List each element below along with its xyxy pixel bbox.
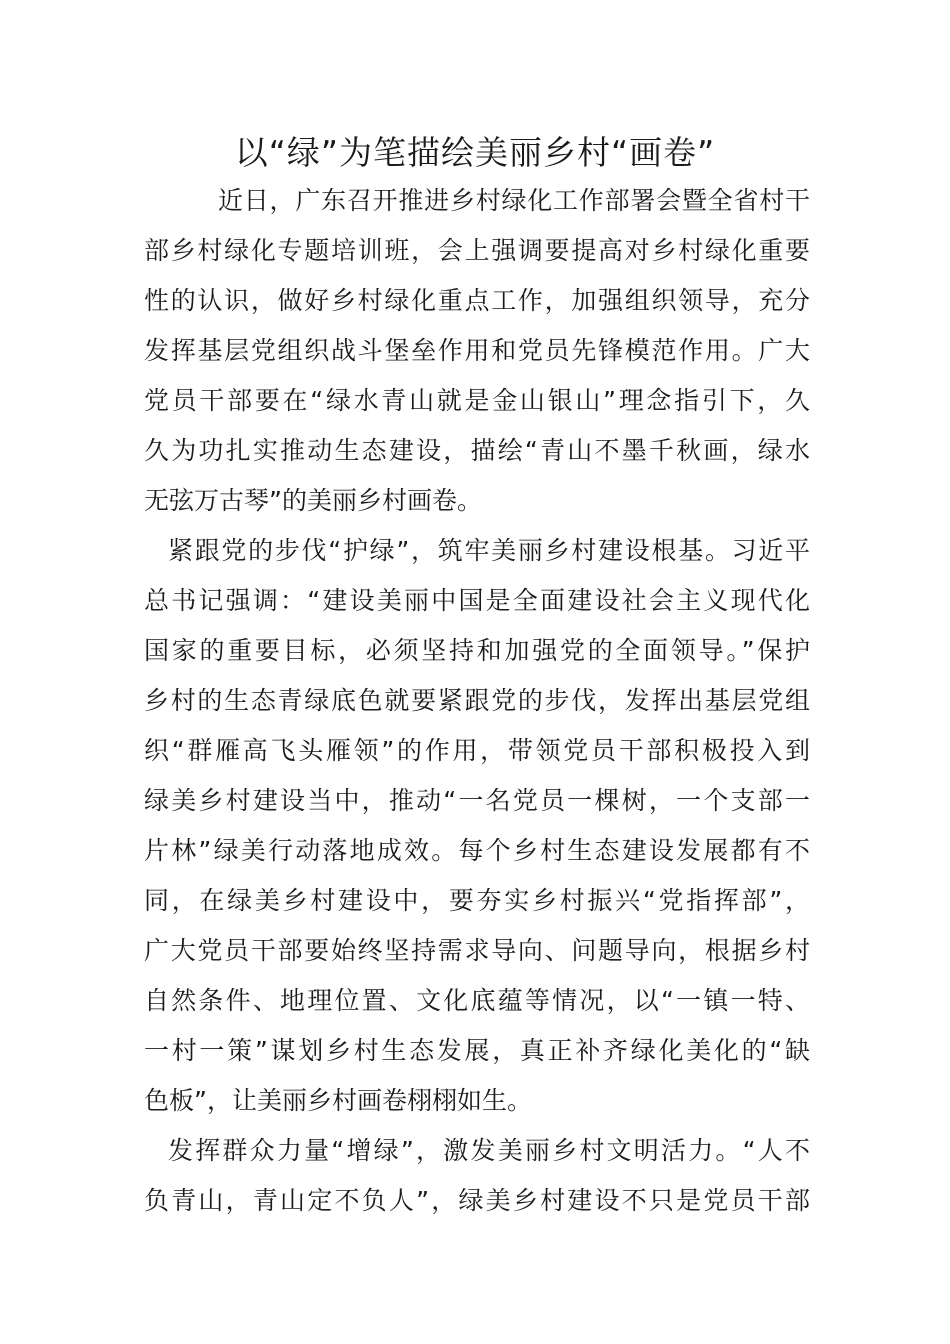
paragraph-2-line-2: 总书记强调：“建设美丽中国是全面建设社会主义现代化: [144, 586, 810, 615]
document-body: [144, 176, 810, 1226]
paragraph-1-line-3: 性的认识，做好乡村绿化重点工作，加强组织领导，充分: [144, 286, 810, 315]
paragraph-2-line-10: 自然条件、地理位置、文化底蕴等情况，以“一镇一特、: [144, 986, 810, 1015]
paragraph-1-line-5: 党员干部要在“绿水青山就是金山银山”理念指引下，久: [144, 386, 810, 415]
paragraph-1-line-1: 近日，广东召开推进乡村绿化工作部署会暨全省村干: [218, 186, 810, 215]
paragraph-2-line-7: 片林”绿美行动落地成效。每个乡村生态建设发展都有不: [144, 836, 810, 865]
paragraph-2-line-4: 乡村的生态青绿底色就要紧跟党的步伐，发挥出基层党组: [144, 686, 810, 715]
paragraph-2-line-9: 广大党员干部要始终坚持需求导向、问题导向，根据乡村: [144, 936, 810, 965]
paragraph-1-line-4: 发挥基层党组织战斗堡垒作用和党员先锋模范作用。广大: [144, 336, 810, 365]
paragraph-2-line-1: 紧跟党的步伐“护绿”，筑牢美丽乡村建设根基。习近平: [168, 536, 810, 565]
paragraph-1-line-6: 久为功扎实推动生态建设，描绘“青山不墨千秋画，绿水: [144, 436, 810, 465]
paragraph-2-line-12: 色板”，让美丽乡村画卷栩栩如生。: [144, 1086, 532, 1115]
paragraph-2-line-11: 一村一策”谋划乡村生态发展，真正补齐绿化美化的“缺: [144, 1036, 810, 1065]
paragraph-3-line-1: 发挥群众力量“增绿”，激发美丽乡村文明活力。“人不: [168, 1136, 810, 1165]
paragraph-1-line-7: 无弦万古琴”的美丽乡村画卷。: [144, 486, 482, 515]
paragraph-2-line-8: 同，在绿美乡村建设中，要夯实乡村振兴“党指挥部”，: [144, 886, 810, 915]
paragraph-1-line-2: 部乡村绿化专题培训班，会上强调要提高对乡村绿化重要: [144, 236, 810, 265]
paragraph-2-line-3: 国家的重要目标，必须坚持和加强党的全面领导。”保护: [144, 636, 810, 665]
paragraph-3-line-2: 负青山，青山定不负人”，绿美乡村建设不只是党员干部: [144, 1186, 810, 1215]
document-title: 以“绿”为笔描绘美丽乡村“画卷”: [234, 133, 716, 172]
paragraph-2-line-6: 绿美乡村建设当中，推动“一名党员一棵树，一个支部一: [144, 786, 810, 815]
paragraph-2-line-5: 织“群雁高飞头雁领”的作用，带领党员干部积极投入到: [144, 736, 810, 765]
